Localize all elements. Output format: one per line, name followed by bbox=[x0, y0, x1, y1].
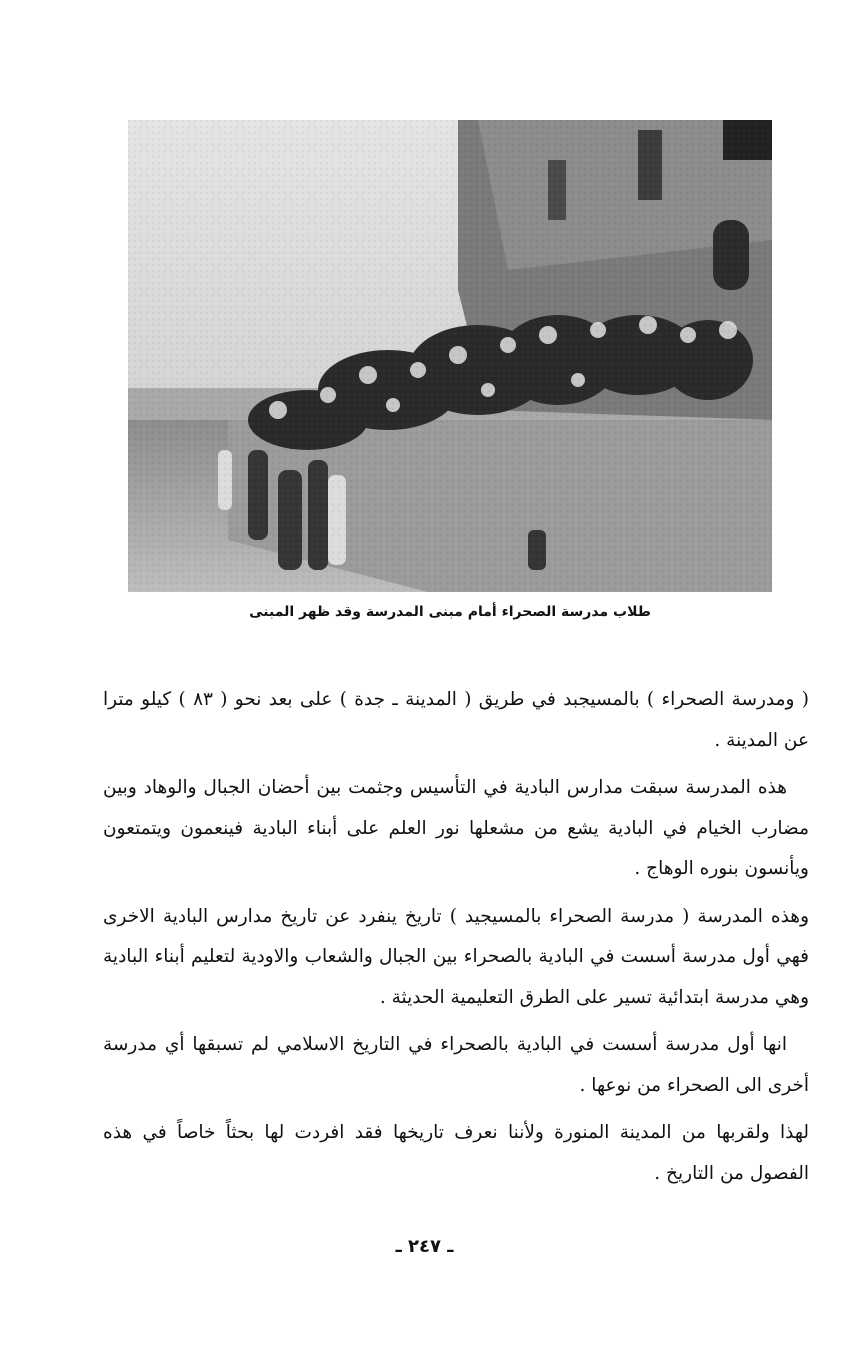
paragraph: لهذا ولقربها من المدينة المنورة ولأننا نعرف تاريخها فقد افردت لها بحثاً خاصاً في هذه الفصول من التاريخ . bbox=[103, 1122, 809, 1184]
photo-icon bbox=[128, 120, 772, 592]
photo-caption: طلاب مدرسة الصحراء أمام مبنى المدرسة وقد ظهر المبنى bbox=[249, 604, 651, 620]
school-photo bbox=[128, 120, 772, 592]
page-number: ـ ٢٤٧ ـ bbox=[395, 1236, 454, 1257]
paragraph: انها أول مدرسة أسست في البادية بالصحراء في التاريخ الاسلامي لم تسبقها أي مدرسة أخرى الى الصحراء من نوعها . bbox=[103, 1034, 809, 1096]
body-text bbox=[103, 680, 809, 1201]
paragraph: هذه المدرسة سبقت مدارس البادية في التأسيس وجثمت بين أحضان الجبال والوهاد وبين مضارب الخيام في البادية يشع من مشعلها نور العلم على أبناء البادية فينعمون ويتمتعون ويأنسون بنوره الوهاج . bbox=[103, 777, 809, 879]
paragraph: وهذه المدرسة ( مدرسة الصحراء بالمسيجيد ) تاريخ ينفرد عن تاريخ مدارس البادية الاخرى فهي أول مدرسة أسست في البادية بالصحراء بين الجبال والشعاب والاودية لتعليم أبناء البادية وهي مدرسة ابتدائية تسير على الطرق التعليمية الحديثة . bbox=[103, 905, 809, 1008]
paragraph: ( ومدرسة الصحراء ) بالمسيجبد في طريق ( المدينة ـ جدة ) على بعد نحو ( ٨٣ ) كيلو مترا عن المدينة . bbox=[103, 689, 809, 751]
